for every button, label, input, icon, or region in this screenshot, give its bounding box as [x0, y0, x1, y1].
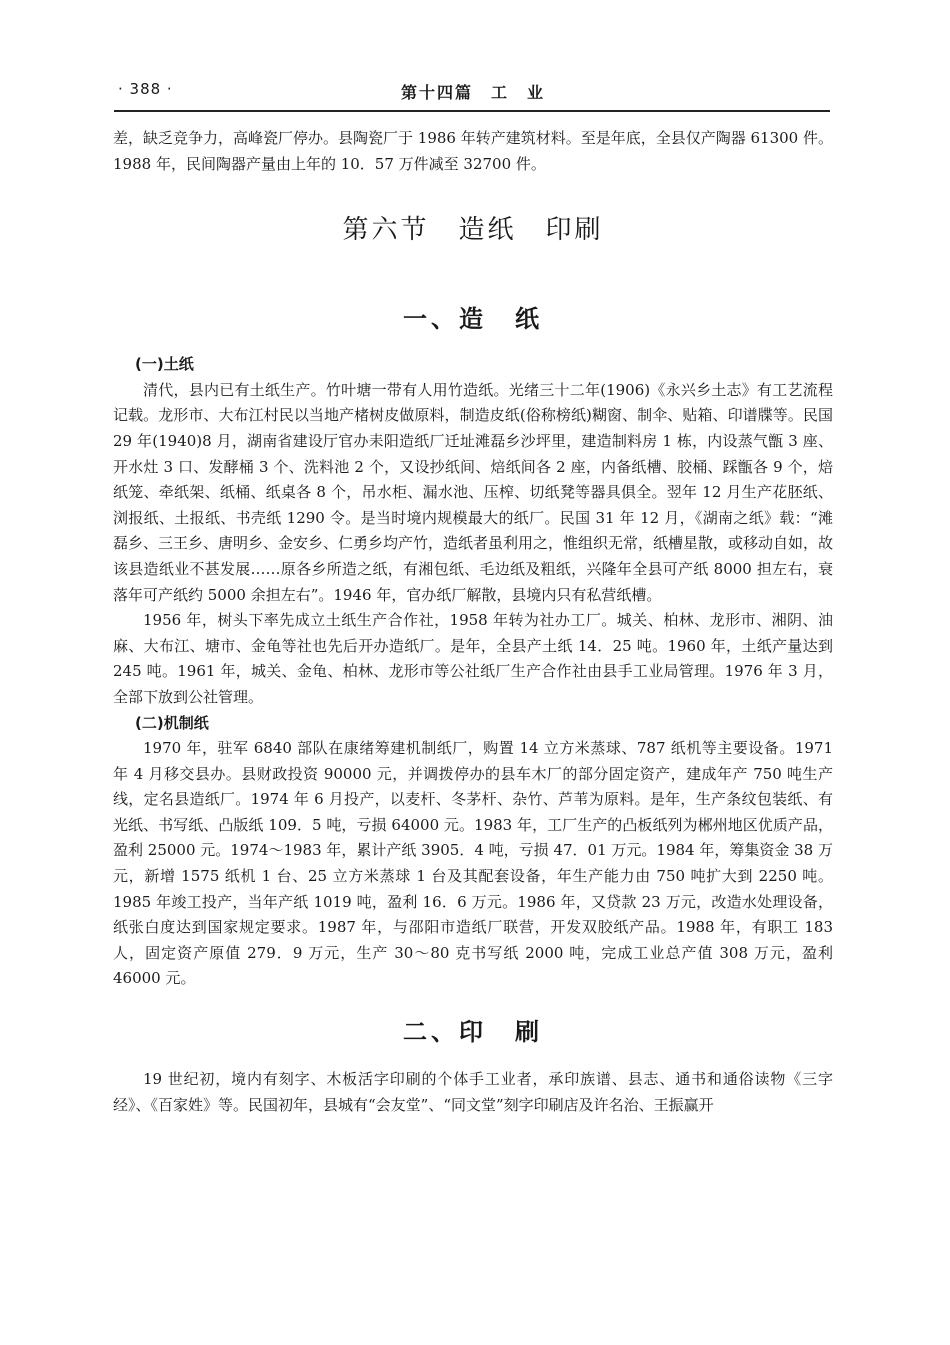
section-title: 第六节 造纸 印刷	[342, 215, 604, 246]
heading-printing: 二、印 刷	[403, 1018, 543, 1047]
paragraph: 清代，县内已有土纸生产。竹叶塘一带有人用竹造纸。光绪三十二年(1906)《永兴乡土志》有工艺流程记载。龙形市、大布江村民以当地产楮树皮做原料，制造皮纸(俗称榜纸)糊窗、制伞、贴箱、印谱牒等。民国 29 年(1940)8 月，湖南省建设厅官办耒阳造纸厂迁址滩磊乡沙坪里，建造制料房 1 栋，内设蒸气甑 3 座、开水灶 3 口、发酵桶 3 个、洗料池 2 个，又设抄纸间、焙纸间各 2 座，内备纸槽、胶桶、踩甑各 9 个，焙纸笼、牵纸架、纸桶、纸桌各 8 个，吊水柜、漏水池、压榨、切纸凳等器具俱全。翌年 12 月生产花胚纸、浏报纸、土报纸、书壳纸 1290 令。是当时境内规模最大的纸厂。民国 31 年 12 月，《湖南之纸》载：“滩磊乡、三王乡、唐明乡、金安乡、仁勇乡均产竹，造纸者虽利用之，惟组织无常，纸槽星散，或移动自如，故该县造纸业不甚发展……原各乡所造之纸，有湘包纸、毛边纸及粗纸，兴隆年全县可产纸 8000 担左右，衰落年可产纸约 5000 余担左右”。1946 年，官办纸厂解散，县境内只有私营纸槽。	[113, 380, 834, 604]
subheading-machine-paper: (二)机制纸	[135, 713, 209, 732]
running-title: 第十四篇 工 业	[400, 83, 545, 102]
paragraph: 1970 年，驻军 6840 部队在康绪筹建机制纸厂，购置 14 立方米蒸球、787 纸机等主要设备。1971 年 4 月移交县办。县财政投资 90000 元，并调拨停办的县车木厂的部分固定资产，建成年产 750 吨生产线，定名县造纸厂。1974 年 6 月投产，以麦杆、冬茅杆、杂竹、芦苇为原料。是年，生产条纹包装纸、有光纸、书写纸、凸版纸 109．5 吨，亏损 64000 元。1983 年，工厂生产的凸板纸列为郴州地区优质产品，盈利 25000 元。1974～1983 年，累计产纸 3905．4 吨，亏损 47．01 万元。1984 年，筹集资金 38 万元，新增 1575 纸机 1 台、25 立方米蒸球 1 台及其配套设备，年生产能力由 750 吨扩大到 2250 吨。1985 年竣工投产，当年产纸 1019 吨，盈利 16．6 万元。1986 年，又贷款 23 万元，改造水处理设备，纸张白度达到国家规定要求。1987 年，与邵阳市造纸厂联营，开发双胶纸产品。1988 年，有职工 183 人，固定资产原值 279．9 万元，生产 30～80 克书写纸 2000 吨，完成工业总产值 308 万元，盈利 46000 元。	[113, 739, 833, 988]
paragraph: 1956 年，树头下率先成立土纸生产合作社，1958 年转为社办工厂。城关、柏林、龙形市、湘阴、油麻、大布江、塘市、金龟等社也先后开办造纸厂。是年，全县产土纸 14．25 吨。1960 年，土纸产量达到 245 吨。1961 年，城关、金龟、柏林、龙形市等公社纸厂生产合作社由县手工业局管理。1976 年 3 月，全部下放到公社管理。	[113, 611, 833, 706]
heading-papermaking: 一、造 纸	[403, 305, 543, 334]
page-header	[118, 80, 828, 106]
page-body	[113, 126, 833, 1118]
header-rule	[114, 110, 830, 112]
intro-paragraph: 差，缺乏竞争力，高峰瓷厂停办。县陶瓷厂于 1986 年转产建筑材料。至是年底，全县仅产陶器 61300 件。1988 年，民间陶器产量由上年的 10．57 万件减至 32700 件。	[113, 129, 833, 173]
page-number: · 388 ·	[118, 80, 173, 98]
paragraph: 19 世纪初，境内有刻字、木板活字印刷的个体手工业者，承印族谱、县志、通书和通俗读物《三字经》、《百家姓》等。民国初年，县城有“会友堂”、“同文堂”刻字印刷店及许名治、王振赢开	[113, 1070, 833, 1114]
subheading-native-paper: (一)土纸	[135, 355, 194, 374]
